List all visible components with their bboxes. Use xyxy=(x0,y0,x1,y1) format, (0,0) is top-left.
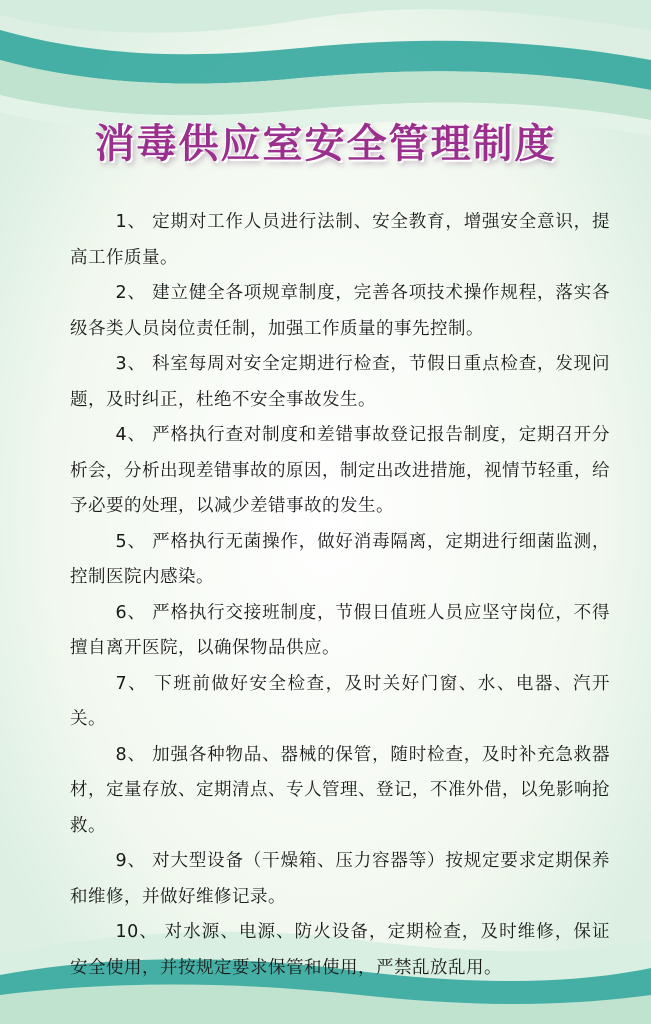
rule-item: 8、 加强各种物品、器械的保管，随时检查，及时补充急救器材，定量存放、定期清点、专人管理、登记，不准外借，以免影响抢救。 xyxy=(70,744,610,836)
rule-item: 4、 严格执行查对制度和差错事故登记报告制度，定期召开分析会，分析出现差错事故的原因，制定出改进措施，视情节轻重，给予必要的处理，以减少差错事故的发生。 xyxy=(70,425,610,516)
rule-item: 2、 建立健全各项规章制度，完善各项技术操作规程，落实各级各类人员岗位责任制，加强工作质量的事先控制。 xyxy=(70,283,610,339)
page-title: 消毒供应室安全管理制度 xyxy=(94,121,557,167)
rule-item: 6、 严格执行交接班制度，节假日值班人员应坚守岗位，不得擅自离开医院，以确保物品供应。 xyxy=(70,602,610,658)
rule-item: 9、 对大型设备（干燥箱、压力容器等）按规定要求定期保养和维修，并做好维修记录。 xyxy=(70,851,610,907)
rule-item: 3、 科室每周对安全定期进行检查，节假日重点检查，发现问题，及时纠正，杜绝不安全事故发生。 xyxy=(70,354,610,410)
rules-list xyxy=(70,205,610,986)
rule-item: 7、 下班前做好安全检查，及时关好门窗、水、电器、汽开关。 xyxy=(70,673,610,729)
rule-item: 5、 严格执行无菌操作，做好消毒隔离，定期进行细菌监测，控制医院内感染。 xyxy=(70,531,610,587)
rule-item: 10、 对水源、电源、防火设备，定期检查，及时维修，保证安全使用，并按规定要求保管和使用，严禁乱放乱用。 xyxy=(70,922,610,978)
rule-item: 1、 定期对工作人员进行法制、安全教育，增强安全意识，提高工作质量。 xyxy=(70,212,610,268)
